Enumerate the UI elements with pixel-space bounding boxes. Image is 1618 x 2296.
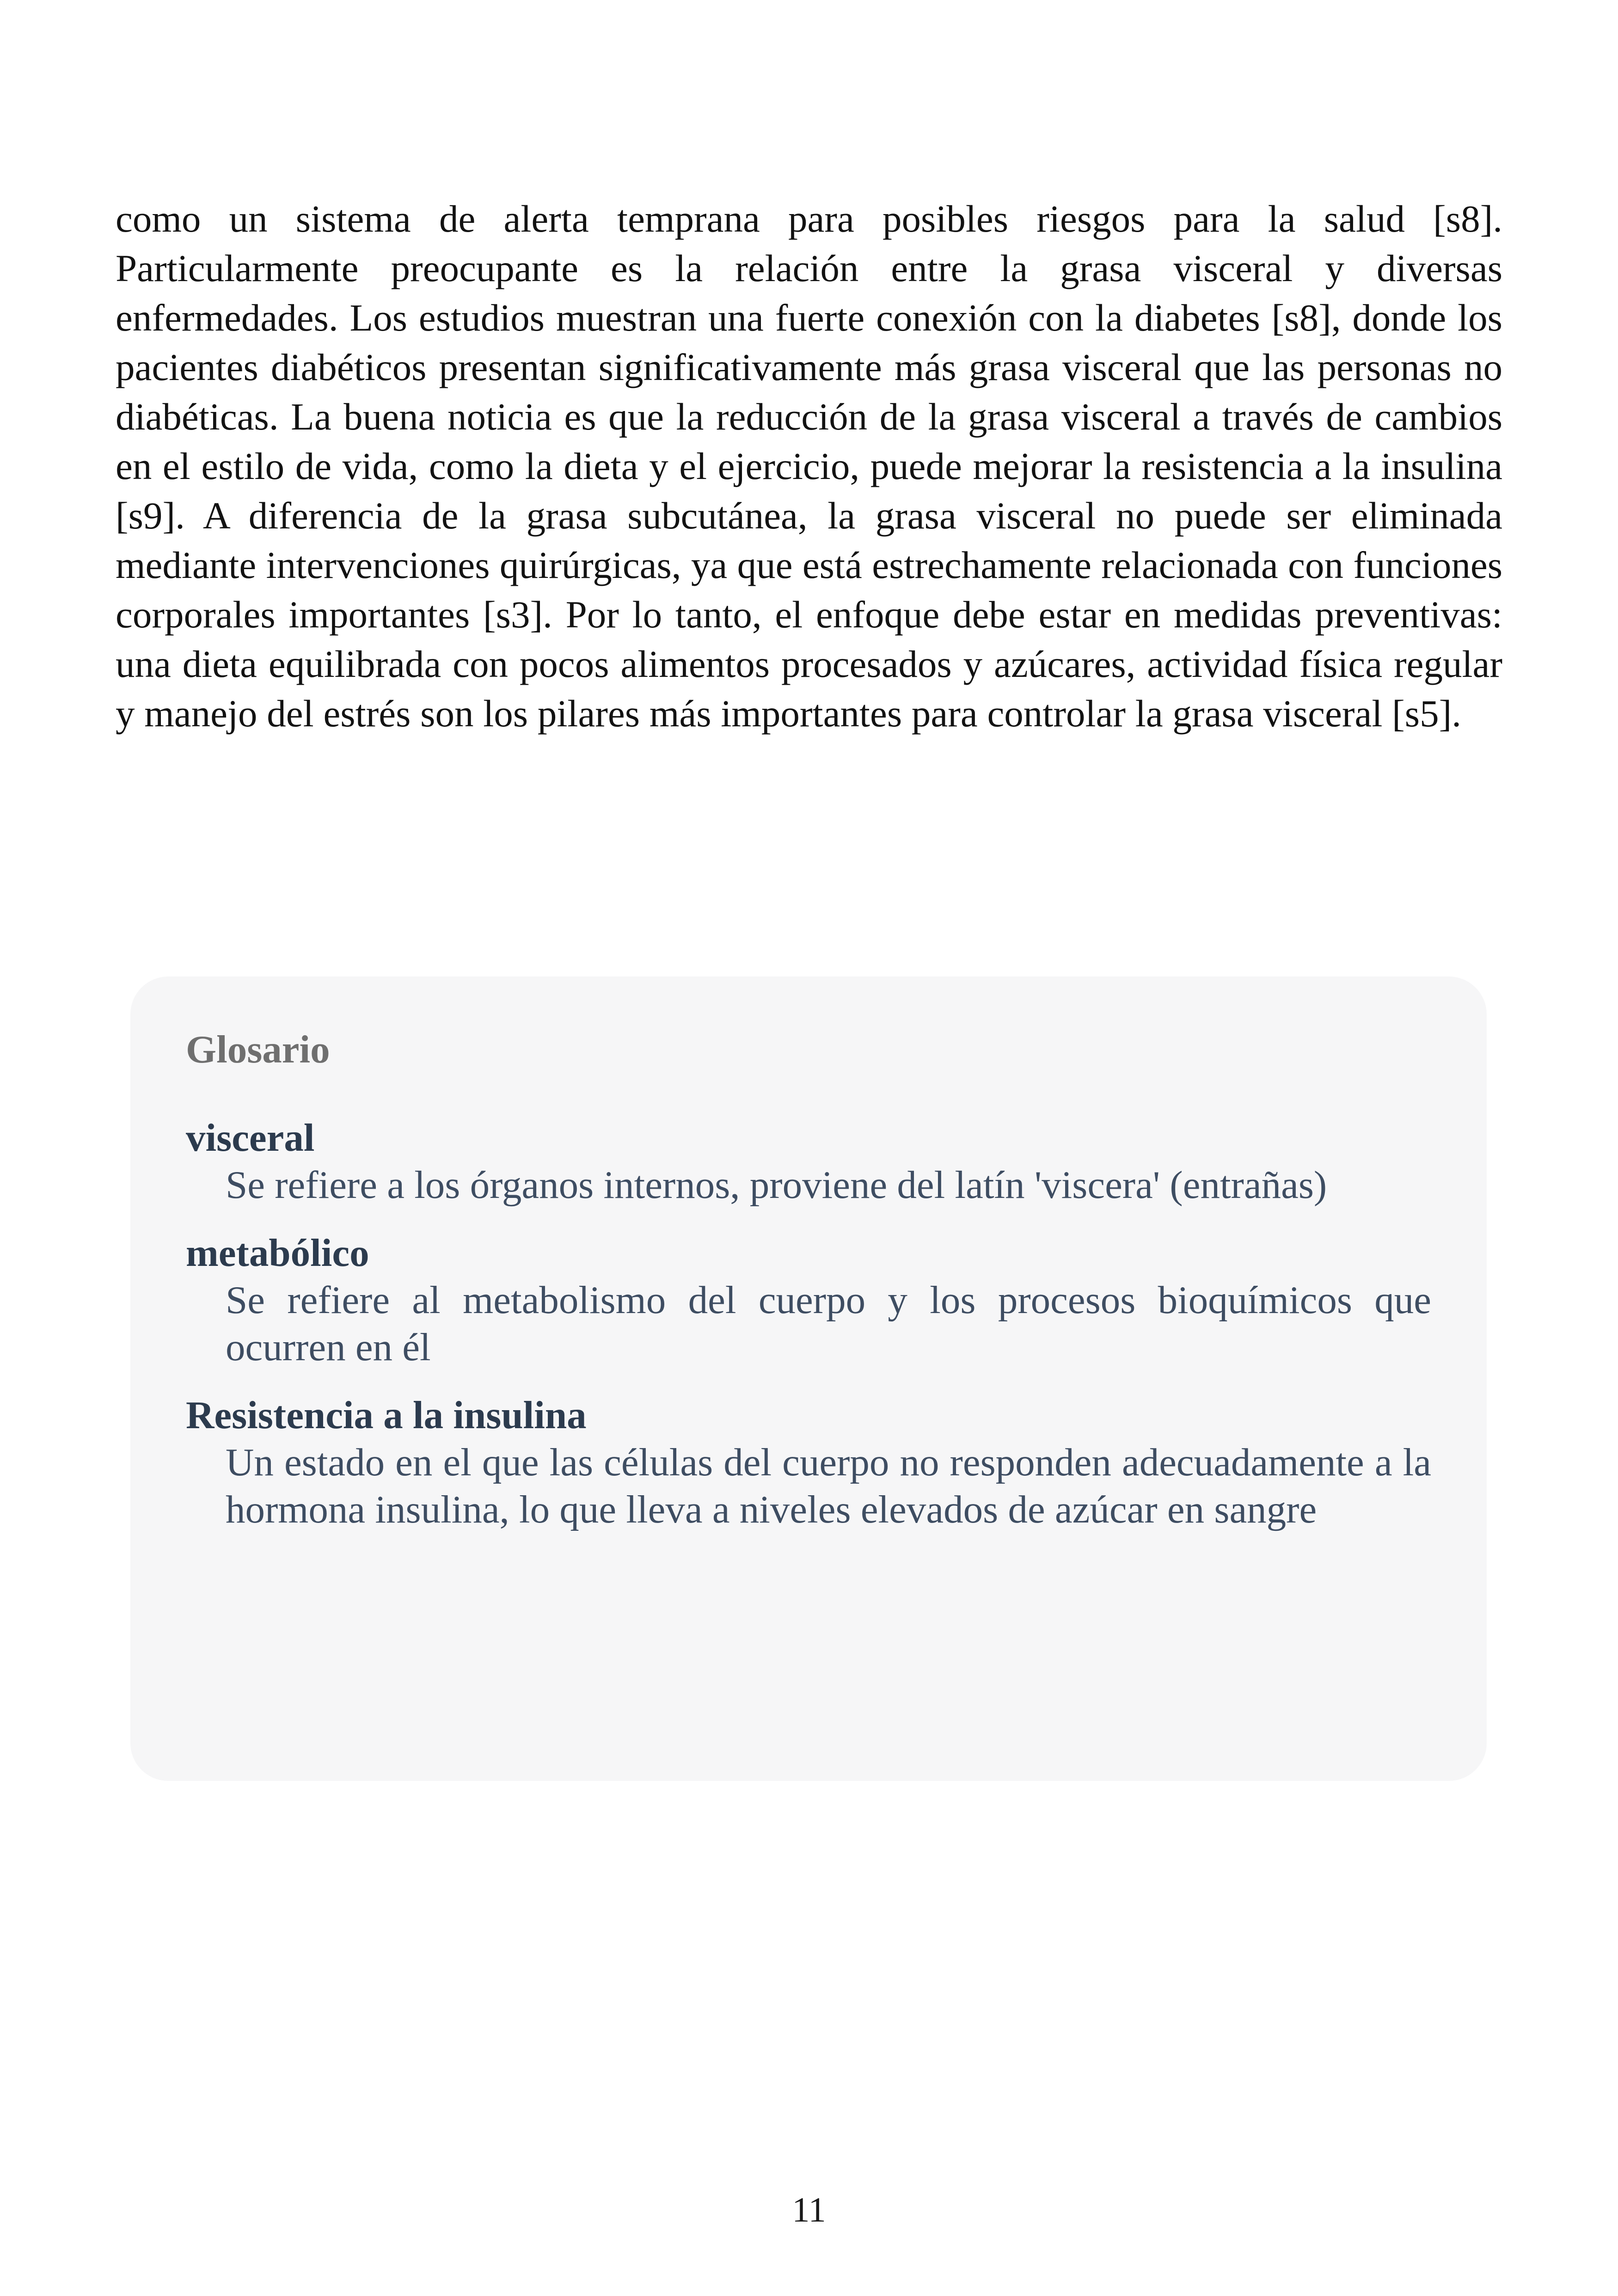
glossary-term: Resistencia a la insulina [186,1394,587,1437]
page-number: 11 [792,2191,826,2229]
glossary-definition: Se refiere a los órganos internos, proviene del latín 'viscera' (entrañas) [226,1163,1327,1207]
glossary-entry-resistencia-insulina [186,1392,1431,1533]
glossary-definition: Se refiere al metabolismo del cuerpo y los procesos bioquímicos que ocurren en él [226,1278,1431,1369]
glossary-term: visceral [186,1116,315,1160]
glossary-box [130,976,1487,1781]
body-paragraph: como un sistema de alerta temprana para posibles riesgos para la salud [s8]. Particularmente preocupante es la relación entre la grasa visceral y diversas enfermedades. Los estudios muestran una fuerte conexión con la diabetes [s8], donde los pacientes diabéticos presentan significativamente más grasa visceral que las personas no diabéticas. La buena noticia es que la reducción de la grasa visceral a través de cambios en el estilo de vida, como la dieta y el ejercicio, puede mejorar la resistencia a la insulina [s9]. A diferencia de la grasa subcutánea, la grasa visceral no puede ser eliminada mediante intervenciones quirúrgicas, ya que está estrechamente relacionada con funciones corporales importantes [s3]. Por lo tanto, el enfoque debe estar en medidas preventivas: una dieta equilibrada con pocos alimentos procesados y azúcares, actividad física regular y manejo del estrés son los pilares más importantes para controlar la grasa visceral [s5]. [116,197,1502,735]
glossary-title: Glosario [186,1028,330,1071]
glossary-entry-visceral [186,1114,1431,1209]
glossary-definition: Un estado en el que las células del cuerpo no responden adecuadamente a la hormona insulina, lo que lleva a niveles elevados de azúcar en sangre [226,1441,1431,1531]
glossary-entry-metabolico [186,1229,1431,1371]
glossary-term: metabólico [186,1231,369,1275]
